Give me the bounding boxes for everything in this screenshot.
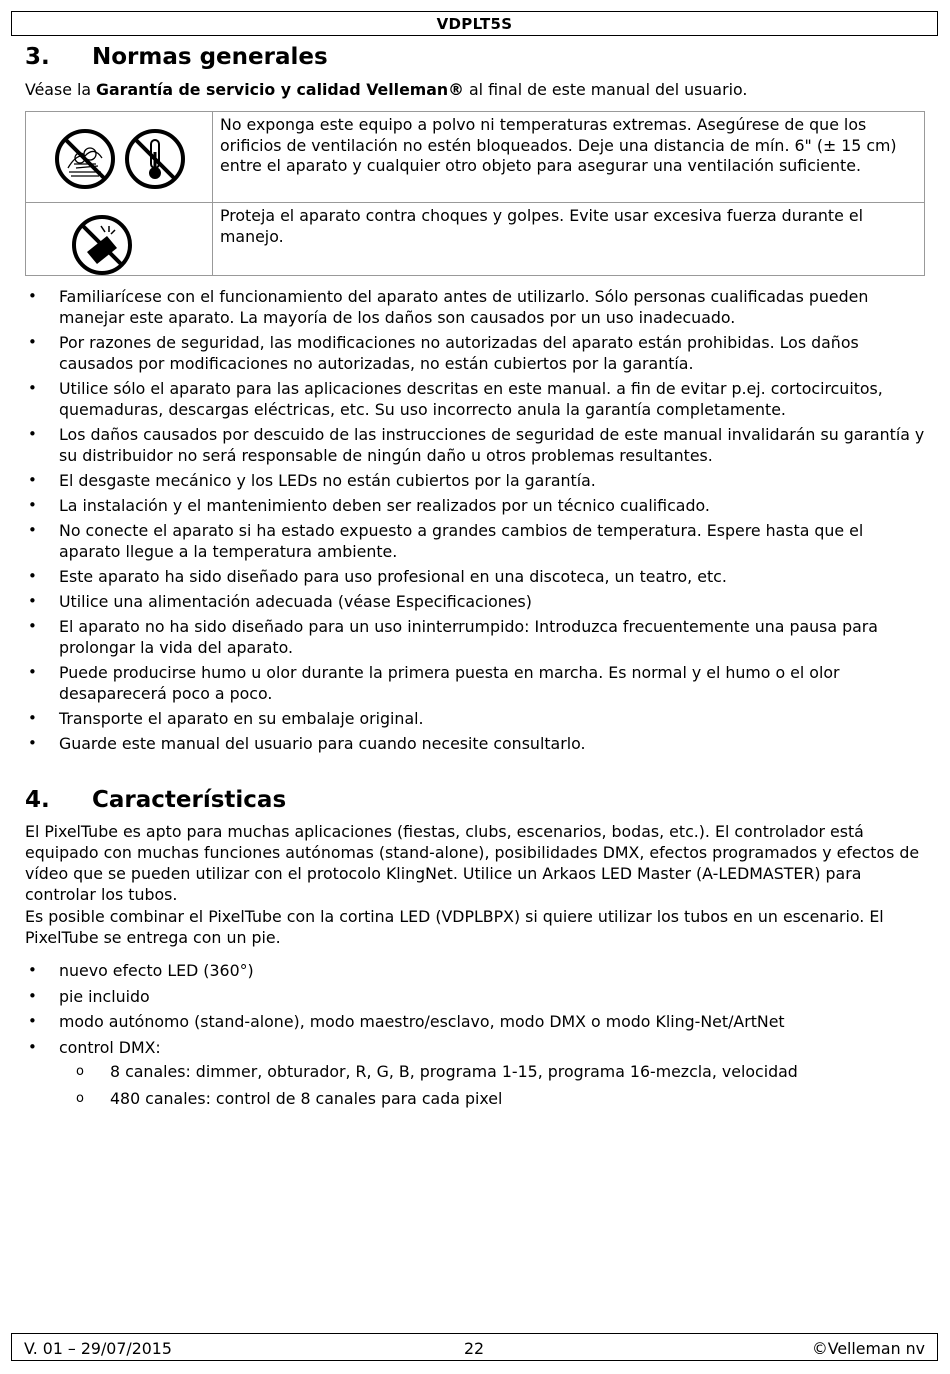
- list-item: • Utilice sólo el aparato para las aplicaciones descritas en este manual. a fin de evitar p.ej. cortocircuitos, quemaduras, descargas eléctricas, etc. Su uso incorrecto anula la garantía completamente.: [25, 378, 925, 420]
- warnings-table: [25, 111, 925, 276]
- list-item: • Transporte el aparato en su embalaje original.: [25, 708, 925, 729]
- warning-row: [26, 203, 925, 276]
- intro-suffix: al final de este manual del usuario.: [463, 80, 748, 99]
- section-3-number: 3.: [25, 44, 50, 70]
- warning-icons-cell: [26, 203, 213, 276]
- list-item: • Guarde este manual del usuario para cuando necesite consultarlo.: [25, 733, 925, 754]
- no-shock-icon: [71, 214, 133, 282]
- section-3-title: Normas generales: [92, 44, 328, 70]
- footer-copyright: ©Velleman nv: [811, 1339, 925, 1358]
- list-item: • Este aparato ha sido diseñado para uso profesional en una discoteca, un teatro, etc.: [25, 566, 925, 587]
- list-item: • El aparato no ha sido diseñado para un uso ininterrumpido: Introduzca frecuentemente una pausa para prolongar la vida del aparato.: [25, 616, 925, 658]
- header-title: VDPLT5S: [436, 15, 513, 33]
- no-temperature-extremes-icon: [124, 128, 186, 196]
- list-item: • pie incluido: [25, 986, 925, 1007]
- general-rules-list: [25, 286, 925, 758]
- list-item: • nuevo efecto LED (360°): [25, 960, 925, 981]
- section-4-heading: [25, 787, 286, 813]
- intro-prefix: Véase la: [25, 80, 97, 99]
- page-footer: [11, 1333, 938, 1361]
- list-item-dmx: [25, 1037, 925, 1109]
- list-item: • Familiarícese con el funcionamiento del aparato antes de utilizarlo. Sólo personas cualificadas pueden manejar este aparato. La mayoría de los daños son causados por un uso inadecuado.: [25, 286, 925, 328]
- section-3-intro: [25, 79, 925, 100]
- section-4-paragraph-1: El PixelTube es apto para muchas aplicaciones (fiestas, clubs, escenarios, bodas, etc.). El controlador está equipado con muchas funciones autónomas (stand-alone), posibilidades DMX, efectos programados y efectos de vídeo que se pueden utilizar con el protocolo KlingNet. Utilice un Arkaos LED Master (A-LEDMASTER) para controlar los tubos.: [25, 822, 920, 904]
- sub-list-item: o 8 canales: dimmer, obturador, R, G, B, programa 1-15, programa 16-mezcla, velocidad: [59, 1061, 925, 1082]
- footer-page-number: 22: [464, 1339, 485, 1358]
- intro-bold: Garantía de servicio y calidad Velleman®: [96, 80, 464, 99]
- warning-text: No exponga este equipo a polvo ni temperaturas extremas. Asegúrese de que los orificios de ventilación no estén bloqueados. Deje una distancia de mín. 6" (± 15 cm) entre el aparato y cualquier otro objeto para asegurar una ventilación suficiente.: [213, 112, 925, 203]
- list-item: • Utilice una alimentación adecuada (véase Especificaciones): [25, 591, 925, 612]
- list-item: • modo autónomo (stand-alone), modo maestro/esclavo, modo DMX o modo Kling-Net/ArtNet: [25, 1011, 925, 1032]
- section-4-number: 4.: [25, 787, 50, 813]
- section-3-heading: [25, 44, 328, 70]
- footer-version: V. 01 – 29/07/2015: [24, 1339, 172, 1358]
- list-item: • No conecte el aparato si ha estado expuesto a grandes cambios de temperatura. Espere hasta que el aparato llegue a la temperatura ambiente.: [25, 520, 925, 562]
- warning-text: Proteja el aparato contra choques y golpes. Evite usar excesiva fuerza durante el manejo.: [213, 203, 925, 276]
- list-item: • Los daños causados por descuido de las instrucciones de seguridad de este manual invalidarán su garantía y su distribuidor no será responsable de ningún daño u otros problemas resultantes.: [25, 424, 925, 466]
- list-item: • Puede producirse humo u olor durante la primera puesta en marcha. Es normal y el humo o el olor desaparecerá poco a poco.: [25, 662, 925, 704]
- sub-list-item: o 480 canales: control de 8 canales para cada pixel: [59, 1088, 925, 1109]
- warning-icons-cell: [26, 112, 213, 203]
- dmx-sublist: [59, 1061, 925, 1109]
- section-4-title: Características: [92, 787, 287, 813]
- section-4-paragraph-2: Es posible combinar el PixelTube con la cortina LED (VDPLBPX) si quiere utilizar los tubos en un escenario. El PixelTube se entrega con un pie.: [25, 907, 884, 947]
- page-header: [11, 11, 938, 36]
- dmx-label: control DMX:: [59, 1037, 161, 1057]
- list-item: • Por razones de seguridad, las modificaciones no autorizadas del aparato están prohibidas. Los daños causados por modificaciones no autorizadas, no están cubiertos por la garantía.: [25, 332, 925, 374]
- warning-row: [26, 112, 925, 203]
- features-list: [25, 960, 925, 1115]
- no-dust-icon: [54, 128, 116, 196]
- list-item: • El desgaste mecánico y los LEDs no están cubiertos por la garantía.: [25, 470, 925, 491]
- list-item: • La instalación y el mantenimiento deben ser realizados por un técnico cualificado.: [25, 495, 925, 516]
